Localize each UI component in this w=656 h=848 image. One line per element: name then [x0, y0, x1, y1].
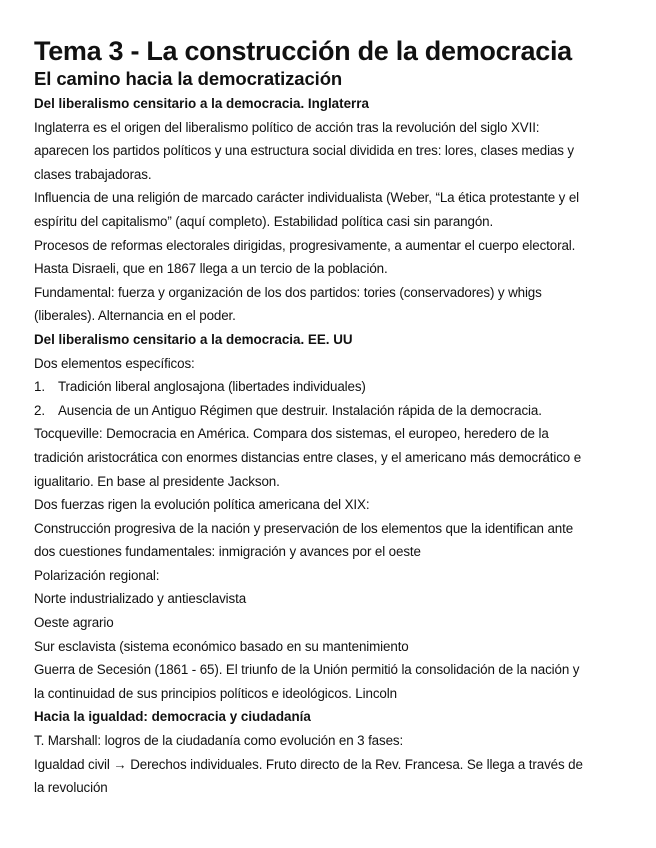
paragraph-line: Inglaterra es el origen del liberalismo político de acción tras la revolución del siglo XVII:: [34, 119, 540, 135]
list-item-number: 1.: [34, 379, 45, 395]
paragraph-line: dos cuestiones fundamentales: inmigración y avances por el oeste: [34, 544, 421, 560]
paragraph-line: Dos elementos específicos:: [34, 355, 195, 371]
paragraph-line: igualitario. En base al presidente Jackson.: [34, 473, 280, 489]
list-item-text: Ausencia de un Antiguo Régimen que destruir. Instalación rápida de la democracia.: [58, 402, 542, 418]
paragraph-line: clases trabajadoras.: [34, 166, 152, 182]
paragraph-line: la continuidad de sus principios políticos e ideológicos. Lincoln: [34, 685, 397, 701]
paragraph-line: Hasta Disraeli, que en 1867 llega a un tercio de la población.: [34, 261, 388, 277]
paragraph-line: Sur esclavista (sistema económico basado en su mantenimiento: [34, 638, 409, 654]
paragraph-line: T. Marshall: logros de la ciudadanía como evolución en 3 fases:: [34, 733, 404, 749]
list-item: [34, 375, 634, 399]
document-title: Tema 3 - La construcción de la democracia: [34, 36, 572, 66]
document-subtitle: El camino hacia la democratización: [34, 68, 343, 89]
paragraph-line: Guerra de Secesión (1861 - 65). El triunfo de la Unión permitió la consolidación de la nación y: [34, 662, 580, 678]
paragraph-line: (liberales). Alternancia en el poder.: [34, 308, 236, 324]
list-item-text: Tradición liberal anglosajona (libertades individuales): [58, 379, 366, 395]
paragraph-line: Influencia de una religión de marcado carácter individualista (Weber, “La ética protestante y el: [34, 190, 580, 206]
paragraph-line: Tocqueville: Democracia en América. Compara dos sistemas, el europeo, heredero de la: [34, 426, 549, 442]
paragraph-line: Dos fuerzas rigen la evolución política americana del XIX:: [34, 497, 370, 513]
paragraph-line: Norte industrializado y antiesclavista: [34, 591, 247, 607]
section-heading-igualdad: Hacia la igualdad: democracia y ciudadanía: [34, 709, 311, 725]
paragraph-line: espíritu del capitalismo” (aquí completo). Estabilidad política casi sin parangón.: [34, 213, 494, 229]
paragraph-line: tradición aristocrática con enormes distancias entre clases, y el americano más democrático e: [34, 449, 582, 465]
list-item-number: 2.: [34, 402, 45, 418]
paragraph-line: Construcción progresiva de la nación y preservación de los elementos que la identifican ante: [34, 520, 574, 536]
section-heading-inglaterra: Del liberalismo censitario a la democracia. Inglaterra: [34, 96, 369, 111]
paragraph-line: Polarización regional:: [34, 567, 160, 583]
section-heading-eeuu: Del liberalismo censitario a la democracia. EE. UU: [34, 331, 353, 347]
paragraph-line: Procesos de reformas electorales dirigidas, progresivamente, a aumentar el cuerpo electoral.: [34, 237, 576, 253]
paragraph-line: aparecen los partidos políticos y una estructura social dividida en tres: lores, clases medias y: [34, 143, 575, 159]
list-item: [34, 399, 634, 423]
paragraph-line: Igualdad civil → Derechos individuales. Fruto directo de la Rev. Francesa. Se llega a través de: [34, 756, 583, 772]
document-page: [34, 34, 634, 800]
paragraph-line: la revolución: [34, 780, 108, 796]
paragraph-line: Oeste agrario: [34, 615, 114, 631]
paragraph-line: Fundamental: fuerza y organización de los dos partidos: tories (conservadores) y whigs: [34, 284, 542, 300]
